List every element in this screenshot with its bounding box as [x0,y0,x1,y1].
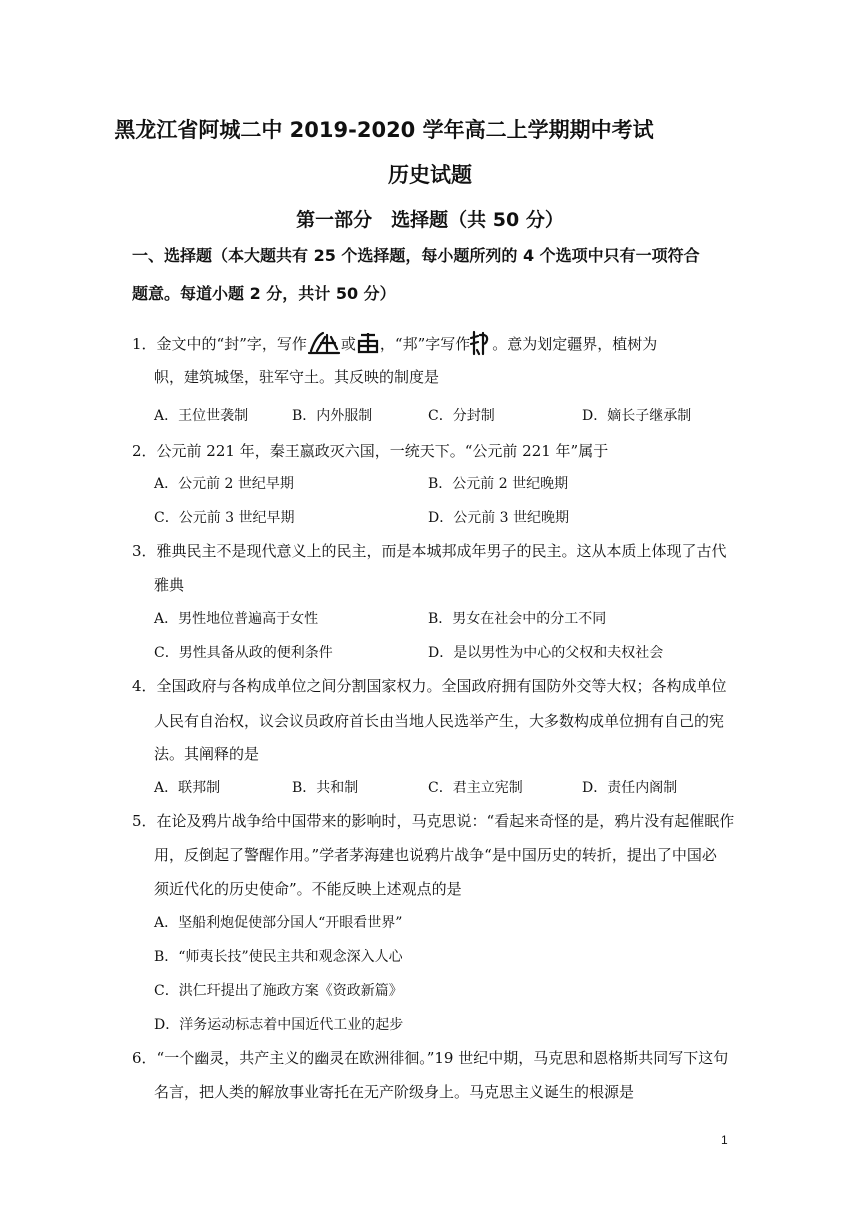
question-1-stem-line2: 帜，建筑城堡，驻军守土。其反映的制度是 [154,368,440,386]
question-6-stem-line2: 名言，把人类的解放事业寄托在无产阶级身上。马克思主义诞生的根源是 [154,1083,635,1101]
question-3-stem-line2: 雅典 [154,576,185,594]
question-4-option-a: A．联邦制 [154,780,221,796]
question-2-option-b: B．公元前 2 世纪晚期 [428,476,569,492]
question-5-option-c: C．洪仁玕提出了施政方案《资政新篇》 [154,983,403,999]
question-4-stem-line1: 4．全国政府与各构成单位之间分割国家权力。全国政府拥有国防外交等大权；各构成单位 [132,677,727,695]
question-1-text-b: 或 [340,335,356,353]
bronze-glyph-bang-icon [470,330,492,360]
section-instruction-line2: 题意。每道小题 2 分，共计 50 分） [132,284,396,303]
question-1-option-b: B．内外服制 [292,408,373,424]
question-3-stem-line1: 3．雅典民主不是现代意义上的民主，而是本城邦成年男子的民主。这从本质上体现了古代 [132,542,727,560]
page-number: 1 [721,1133,728,1147]
question-3-option-a: A．男性地位普遍高于女性 [154,611,319,627]
question-2-stem-line1: 2．公元前 221 年，秦王嬴政灭六国，一统天下。“公元前 221 年”属于 [132,442,609,460]
bronze-glyph-feng-1-icon [307,331,341,359]
question-3-option-d: D．是以男性为中心的父权和夫权社会 [428,645,664,661]
question-4-stem-line3: 法。其阐释的是 [154,745,260,763]
question-2-option-a: A．公元前 2 世纪早期 [154,476,294,492]
exam-subtitle: 历史试题 [388,163,472,187]
question-2-option-d: D．公元前 3 世纪晚期 [428,510,570,526]
question-4-option-b: B．共和制 [292,780,359,796]
question-2-option-c: C．公元前 3 世纪早期 [154,510,295,526]
question-1-text-d: 。意为划定疆界，植树为 [492,335,658,353]
question-1-stem-line1 [132,330,657,360]
section-instruction-line1: 一、选择题（本大题共有 25 个选择题，每小题所列的 4 个选项中只有一项符合 [132,246,700,265]
question-4-option-d: D．责任内阁制 [582,780,678,796]
question-3-option-b: B．男女在社会中的分工不同 [428,611,607,627]
question-1-text-c: ，“邦”字写作 [379,335,471,353]
question-5-stem-line2: 用，反倒起了警醒作用。”学者茅海建也说鸦片战争“是中国历史的转折，提出了中国必 [154,846,717,864]
bronze-glyph-feng-2-icon [356,332,380,358]
question-6-stem-line1: 6．“一个幽灵，共产主义的幽灵在欧洲徘徊。”19 世纪中期，马克思和恩格斯共同写下这句 [132,1049,729,1067]
question-1-option-d: D．嫡长子继承制 [582,408,692,424]
question-3-option-c: C．男性具备从政的便利条件 [154,645,333,661]
question-5-stem-line3: 须近代化的历史使命”。不能反映上述观点的是 [154,880,462,898]
question-1-option-c: C．分封制 [428,408,495,424]
question-5-stem-line1: 5．在论及鸦片战争给中国带来的影响时，马克思说：“看起来奇怪的是，鸦片没有起催眠作 [132,812,735,830]
part-heading: 第一部分 选择题（共 50 分） [296,209,564,231]
question-1-option-a: A．王位世袭制 [154,408,249,424]
question-4-option-c: C．君主立宪制 [428,780,523,796]
question-5-option-b: B．“师夷长技”使民主共和观念深入人心 [154,949,403,965]
question-5-option-a: A．坚船利炮促使部分国人“开眼看世界” [154,915,403,931]
question-5-option-d: D．洋务运动标志着中国近代工业的起步 [154,1017,404,1033]
question-4-stem-line2: 人民有自治权，议会议员政府首长由当地人民选举产生，大多数构成单位拥有自己的宪 [154,712,725,730]
exam-title: 黑龙江省阿城二中 2019-2020 学年高二上学期期中考试 [114,118,654,142]
question-1-text-a: 1．金文中的“封”字，写作 [132,335,307,353]
